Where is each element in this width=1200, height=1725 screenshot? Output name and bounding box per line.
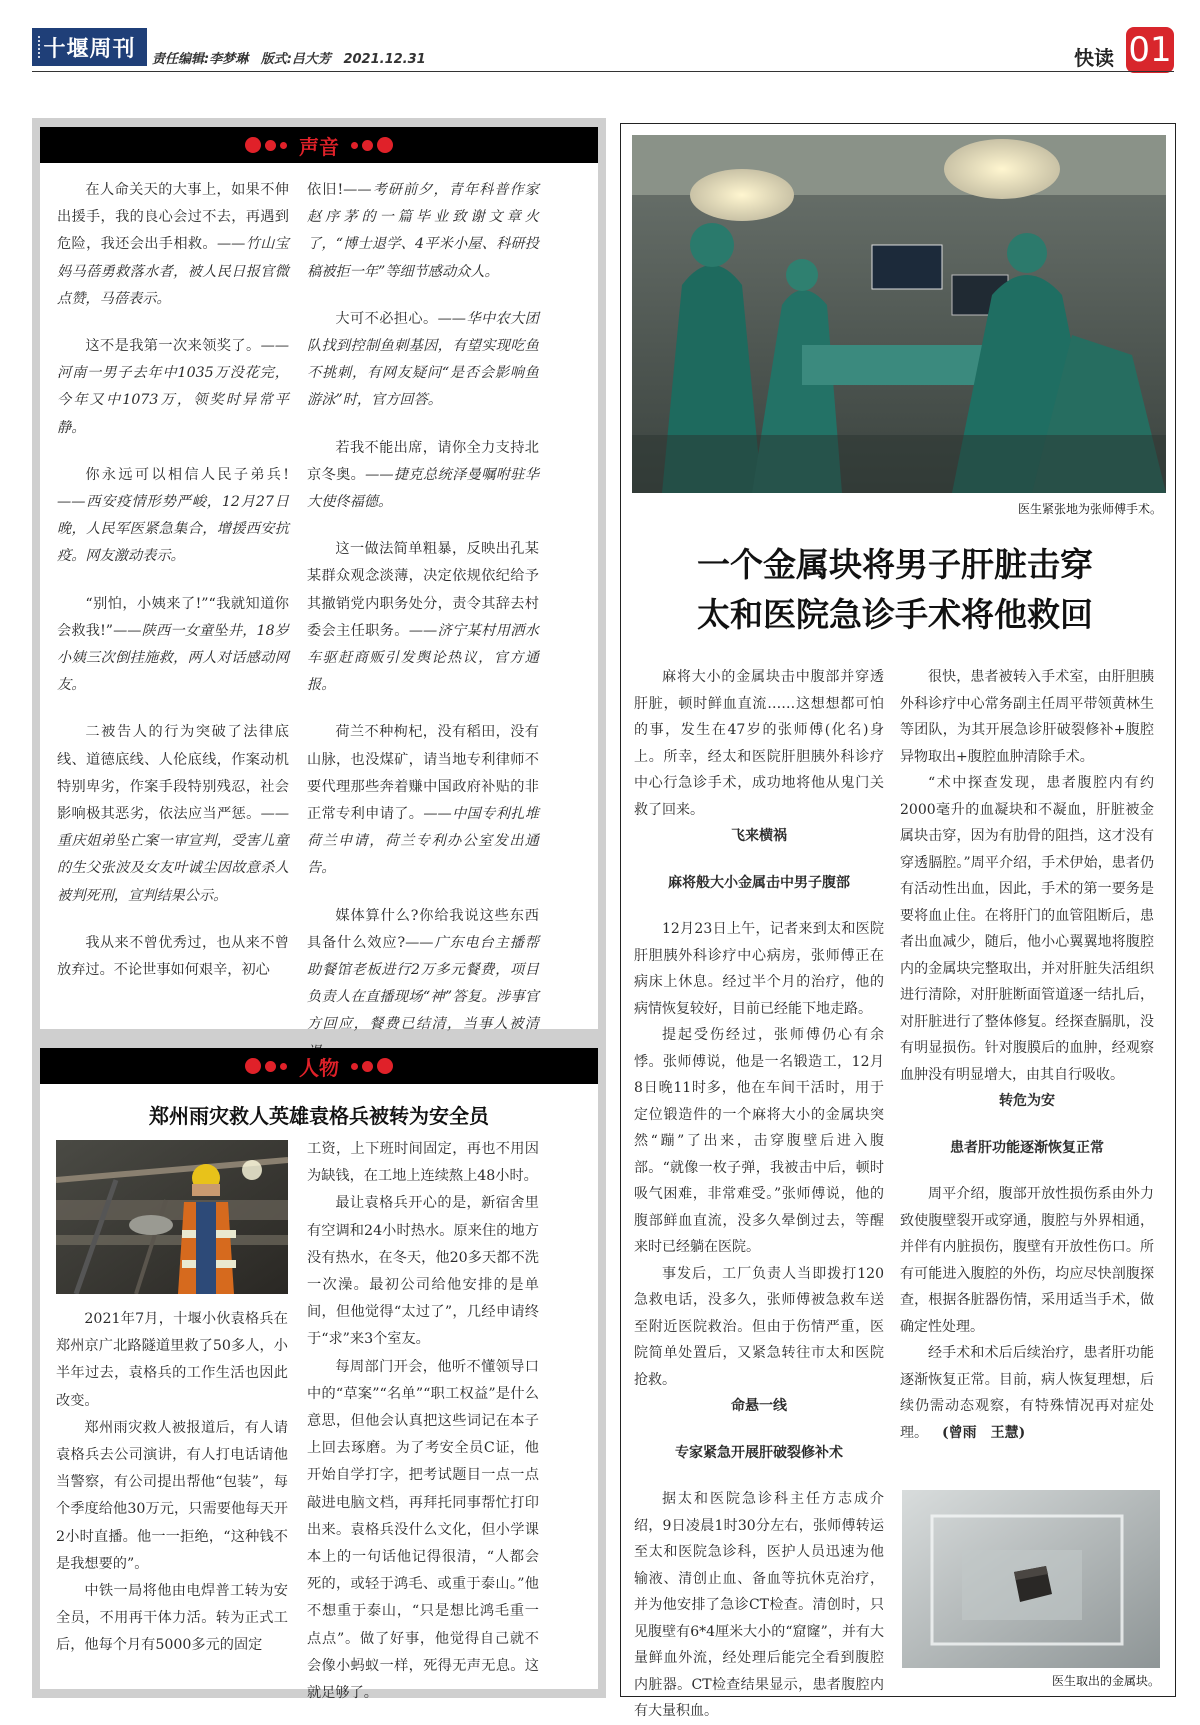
worker-photo-image xyxy=(56,1140,288,1294)
people-article-title: 郑州雨灾救人英雄袁格兵被转为安全员 xyxy=(149,1104,489,1128)
quote-text: “别怕，小姨来了!”“我就知道你会救我!” xyxy=(57,595,289,639)
subhead-kicker: 飞来横祸 xyxy=(731,828,787,844)
paragraph: 郑州雨灾救人被报道后，有人请袁格兵去公司演讲，有人打电话请他当警察，有公司提出帮他“包装”，每个季度给他30万元，只需要他每天开2小时直播。他一一拒绝，“这种钱不是我想要的”。 xyxy=(56,1419,288,1572)
quote-text: 我从来不曾优秀过，也从来不曾放弃过。不论世事如何艰辛，初心 xyxy=(57,934,289,979)
paragraph: 最让袁格兵开心的是，新宿舍里有空调和24小时热水。原来住的地方没有热水，在冬天，他20多天都不洗一次澡。最初公司给他安排的是单间，但他觉得“太过了”，几经申请终于“求”来3个室友。 xyxy=(307,1195,539,1348)
quote-source: ——华中农大团队找到控制鱼刺基因，有望实现吃鱼不挑刺，有网友疑问“是否会影响鱼游泳”时，官方回答。 xyxy=(307,310,539,409)
quote-text: 你永远可以相信人民子弟兵! xyxy=(85,466,289,483)
quote-item xyxy=(57,462,289,571)
quote-source: ——陕西一女童坠井，18岁小姨三次倒挂施救，两人对话感动网友。 xyxy=(57,622,289,694)
quote-item xyxy=(57,591,289,700)
paragraph xyxy=(900,770,1154,1088)
quote-source: ——重庆姐弟坠亡案一审宣判，受害儿童的生父张波及女友叶诚尘因故意杀人被判死刑，宣判结果公示。 xyxy=(57,806,289,904)
quote-item xyxy=(307,177,539,286)
paragraph xyxy=(900,1340,1154,1446)
subhead: 患者肝功能逐渐恢复正常 xyxy=(950,1139,1104,1156)
quote-item xyxy=(307,536,539,699)
quote-text: 媒体算什么?你给我说这些东西具备什么效应? xyxy=(307,907,539,951)
paragraph-text: 麻将大小的金属块击中腹部并穿透肝脏，顿时鲜血直流……这想想都可怕的事，发生在47岁的张师傅(化名)身上。所幸，经太和医院肝胆胰外科诊疗中心行急诊手术，成功地将他从鬼门关救了回来。 xyxy=(634,669,884,818)
people-banner xyxy=(40,1048,598,1084)
feature-column-2 xyxy=(900,664,1154,1446)
paragraph xyxy=(634,916,884,1022)
paragraph-text: 很快，患者被转入手术室，由肝胆胰外科诊疗中心常务副主任周平带领黄林生等团队，为其开展急诊肝破裂修补+腹腔异物取出+腹腔血肿清除手术。 xyxy=(900,669,1154,765)
paragraph-text: 据太和医院急诊科主任方志成介绍，9日凌晨1时30分左右，张师傅转运至太和医院急诊科，医护人员迅速为他输液、清创止血、备血等抗休克治疗，并为他安排了急诊CT检查。清创时，只见腹壁有6*4厘米大小的“窟窿”，并有大量鲜血外流，经处理后能完全看到腹腔内脏器。CT检查结果显示，患者腹腔内有大量积血。 xyxy=(634,1491,884,1719)
quote-source: ——河南一男子去年中1035万没花完，今年又中1073万，领奖时异常平静。 xyxy=(57,338,289,436)
quote-source: ——西安疫情形势严峻，12月27日晚，人民军医紧急集合，增援西安抗疫。网友激动表示。 xyxy=(57,494,289,565)
feature-headline-line2: 太和医院急诊手术将他救回 xyxy=(697,595,1093,634)
surgery-photo-caption: 医生紧张地为张师傅手术。 xyxy=(1017,502,1162,516)
editor-name: 责任编辑:李梦琳 xyxy=(152,52,249,67)
quote-item xyxy=(307,306,539,415)
quote-text: 大可不必担心。 xyxy=(335,310,438,327)
people-box xyxy=(40,1048,598,1702)
worker-photo xyxy=(56,1140,288,1294)
paragraph xyxy=(900,1181,1154,1340)
quote-text: 二被告人的行为突破了法律底线、道德底线、人伦底线，作案动机特别卑劣，作案手段特别残忍，社会影响极其恶劣，依法应当严惩。 xyxy=(57,724,289,823)
people-column-1 xyxy=(56,1306,288,1660)
metal-block-photo-image xyxy=(902,1490,1160,1668)
quote-item xyxy=(57,333,289,442)
people-column-2 xyxy=(307,1136,539,1707)
byline: (曾雨 王慧) xyxy=(942,1424,1026,1441)
paragraph xyxy=(634,1261,884,1394)
quote-text: 荷兰不种枸杞，没有稻田，没有山脉，也没煤矿，请当地专利律师不要代理那些奔着赚中国政府补贴的非正常专利申请了。 xyxy=(307,724,539,823)
quote-item xyxy=(307,903,539,1066)
section-title: 快读 xyxy=(1074,46,1114,70)
quote-text: 这不是我第一次来领奖了。 xyxy=(85,338,261,355)
quote-source: ——竹山宝妈马蓓勇救落水者，被人民日报官微点赞，马蓓表示。 xyxy=(57,236,289,307)
banner-dots-left xyxy=(243,1058,289,1074)
quote-source: ——捷克总统泽曼嘱咐驻华大使佟福德。 xyxy=(307,466,539,511)
quote-item xyxy=(57,719,289,909)
header-divider xyxy=(32,71,1174,72)
quote-text: 依旧! xyxy=(307,182,344,198)
page-number: 01 xyxy=(1126,27,1174,73)
subhead-kicker: 转危为安 xyxy=(999,1093,1055,1109)
paragraph-text: 周平介绍，腹部开放性损伤系由外力致使腹壁裂开或穿通，腹腔与外界相通，并伴有内脏损伤，腹壁有开放性伤口。所有可能进入腹腔的外伤，均应尽快剖腹探查，根据各脏器伤情，采用适当手术，做确定性处理。 xyxy=(900,1186,1154,1335)
banner-dots-right xyxy=(349,1058,395,1074)
quote-source: ——广东电台主播帮助餐馆老板进行2万多元餐费，项目负责人在直播现场“神”答复。涉事官方回应，餐费已结清，当事人被清 xyxy=(307,934,539,1033)
masthead-text: 十堰周刊 xyxy=(43,36,136,62)
quote-item xyxy=(57,177,289,313)
paragraph xyxy=(634,1022,884,1261)
subhead: 专家紧急开展肝破裂修补术 xyxy=(675,1444,843,1461)
paragraph: 2021年7月，十堰小伙袁格兵在郑州京广北路隧道里救了50多人，小半年过去，袁格兵的工作生活也因此改变。 xyxy=(56,1311,288,1409)
quote-item xyxy=(57,930,289,984)
layout-name: 版式:吕大芳 xyxy=(260,52,331,67)
paragraph: 每周部门开会，他听不懂领导口中的“草案”“名单”“职工权益”是什么意思，但他会认真把这些词记在本子上回去琢磨。为了考安全员C证，他开始自学打字，把考试题目一点一点敲进电脑文档，再拜托同事帮忙打印出来。袁格兵没什么文化，但小学课本上的一句话他记得很清，“人都会死的，或轻于鸿毛、或重于泰山。”他不想重于泰山，“只是想比鸿毛重一点点”。做了好事，他觉得自己就不会像小蚂蚁一样，死得无声无息。这就足够了。 xyxy=(307,1358,539,1702)
quote-text: 在人命关天的大事上，如果不伸出援手，我的良心会过不去，再遇到危险，我还会出手相救。 xyxy=(57,182,289,253)
people-banner-label: 人物 xyxy=(299,1055,339,1080)
voices-column-2 xyxy=(307,177,539,1086)
surgery-photo xyxy=(632,135,1166,493)
paragraph-text: “术中探查发现，患者腹腔内有约2000毫升的血凝块和不凝血，肝脏被金属块击穿，因为有肋骨的阻挡，这才没有穿透膈腔。”周平介绍，手术伊始，患者仍有活动性出血，因此，手术的第一要务是要将血止住。在将肝门的血管阻断后，患者出血减少，随后，他小心翼翼地将腹腔内的金属块完整取出，并对肝脏失活组织进行清除，对肝脏断面管道逐一结扎后，对肝脏进行了整体修复。经探查膈肌，没有明显损伤。针对腹膜后的血肿，经观察血肿没有明显增大，由其自行吸收。 xyxy=(900,775,1154,1083)
feature-column-1 xyxy=(634,664,884,1725)
paragraph-text: 事发后，工厂负责人当即拨打120急救电话，没多久，张师傅被急救车送至附近医院救治。但由于伤情严重，医院简单处置后，又紧急转往市太和医院抢救。 xyxy=(634,1265,884,1388)
banner-dots-left xyxy=(243,137,289,153)
voices-banner xyxy=(40,127,598,163)
paragraph xyxy=(900,664,1154,770)
voices-column-1 xyxy=(57,177,289,984)
paragraph xyxy=(634,1486,884,1725)
paragraph-text: 12月23日上午，记者来到太和医院肝胆胰外科诊疗中心病房，张师傅正在病床上休息。经过半个月的治疗，他的病情恢复较好，目前已经能下地走路。 xyxy=(634,921,884,1017)
paragraph: 中铁一局将他由电焊普工转为安全员，不用再干体力活。转为正式工后，他每个月有5000多元的固定 xyxy=(56,1583,288,1654)
issue-date: 2021.12.31 xyxy=(343,52,426,67)
masthead-logo xyxy=(32,28,147,66)
paragraph-text: 经手术和术后后续治疗，患者肝功能逐渐恢复正常。目前，病人恢复理想，后续仍需动态观察，有特殊情况再对症处理。 xyxy=(900,1345,1154,1441)
paragraph: 工资，上下班时间固定，再也不用因为缺钱，在工地上连续熬上48小时。 xyxy=(307,1141,539,1185)
subhead: 麻将般大小金属击中男子腹部 xyxy=(668,874,850,891)
metal-block-photo-caption: 医生取出的金属块。 xyxy=(1051,1674,1160,1688)
quote-source: ——中国专利扎堆荷兰申请，荷兰专利办公室发出通告。 xyxy=(307,806,539,877)
feature-headline xyxy=(630,540,1160,640)
subhead-kicker: 命悬一线 xyxy=(731,1398,787,1414)
paragraph-text: 提起受伤经过，张师傅仍心有余悸。张师傅说，他是一名锻造工，12月8日晚11时多，他在车间干活时，用于定位锻造件的一个麻将大小的金属块突然“蹦”了出来，击穿腹壁后进入腹部。“就像一枚子弹，我被击中后，顿时吸气困难，非常难受。”张师傅说，他的腹部鲜血直流，没多久晕倒过去，等醒来时已经躺在医院。 xyxy=(634,1027,884,1255)
banner-dots-right xyxy=(349,137,395,153)
quote-item xyxy=(307,719,539,882)
voices-box xyxy=(40,127,598,1033)
quote-text: 若我不能出席，请你全力支持北京冬奥。 xyxy=(307,439,539,483)
quote-source: ——考研前夕，青年科普作家赵序茅的一篇毕业致谢文章火了，“博士退学、4平米小屋、科研投稿被拒一年”等细节感动众人。 xyxy=(307,182,539,280)
editor-line xyxy=(152,48,434,67)
voices-banner-label: 声音 xyxy=(299,134,339,159)
quote-item xyxy=(307,435,539,517)
feature-headline-line1: 一个金属块将男子肝脏击穿 xyxy=(697,545,1093,584)
metal-block-photo xyxy=(902,1490,1160,1668)
quote-source: ——济宁某村用洒水车驱赶商贩引发舆论热议，官方通报。 xyxy=(307,622,539,694)
surgery-photo-image xyxy=(632,135,1166,493)
quote-text: 这一做法简单粗暴，反映出孔某某群众观念淡薄，决定依规依纪给予其撤销党内职务处分，责令其辞去村委会主任职务。 xyxy=(307,541,539,639)
left-panel xyxy=(32,118,606,1702)
paragraph xyxy=(634,664,884,823)
